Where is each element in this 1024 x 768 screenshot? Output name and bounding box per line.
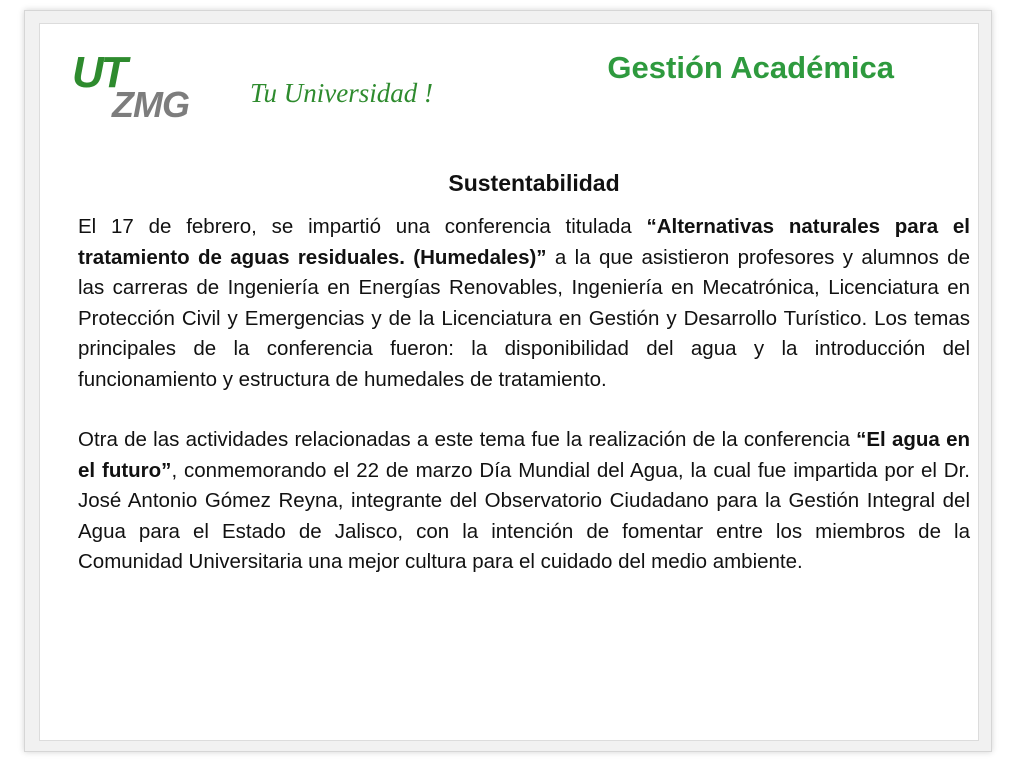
university-logo <box>72 46 432 136</box>
slide-frame <box>24 10 992 752</box>
paragraph-2-rest: , conmemorando el 22 de marzo Día Mundial del Agua, la cual fue impartida por el Dr. José Antonio Gómez Reyna, integrante del Observatorio Ciudadano para la Gestión Integral del Agua para el Estado de Jalisco, con la intención de fomentar entre los miembros de la Comunidad Universitaria una mejor cultura para el cuidado del medio ambiente. <box>78 458 970 573</box>
logo-mark-ut: UT <box>72 48 125 97</box>
paragraph-1-intro: El 17 de febrero, se impartió una conferencia titulada <box>78 215 647 238</box>
slide-content <box>39 23 979 741</box>
paragraph-2 <box>78 425 970 578</box>
section-heading: Sustentabilidad <box>448 170 620 196</box>
paragraph-1-rest: a la que asistieron profesores y alumnos de las carreras de Ingeniería en Energías Renovables, Ingeniería en Mecatrónica, Licenciatura en Protección Civil y Emergencias y de la Licenciatura en Gestión y Desarrollo Turístico. Los temas principales de la conferencia fueron: la disponibilidad del agua y la introducción del funcionamiento y estructura de humedales de tratamiento. <box>78 245 970 391</box>
logo-tagline: Tu Universidad ! <box>250 78 434 108</box>
body-text <box>78 212 970 578</box>
paragraph-1-conference-title: “Alternativas naturales para el tratamiento de aguas residuales. (Humedales)” <box>78 215 970 269</box>
paragraph-2-intro: Otra de las actividades relacionadas a este tema fue la realización de la conferencia <box>78 428 857 451</box>
paragraph-2-conference-title: “El agua en el futuro” <box>78 428 970 482</box>
paragraph-1 <box>78 212 970 395</box>
logo-mark-zmg: ZMG <box>112 84 189 125</box>
slide-title: Gestión Académica <box>607 50 894 85</box>
